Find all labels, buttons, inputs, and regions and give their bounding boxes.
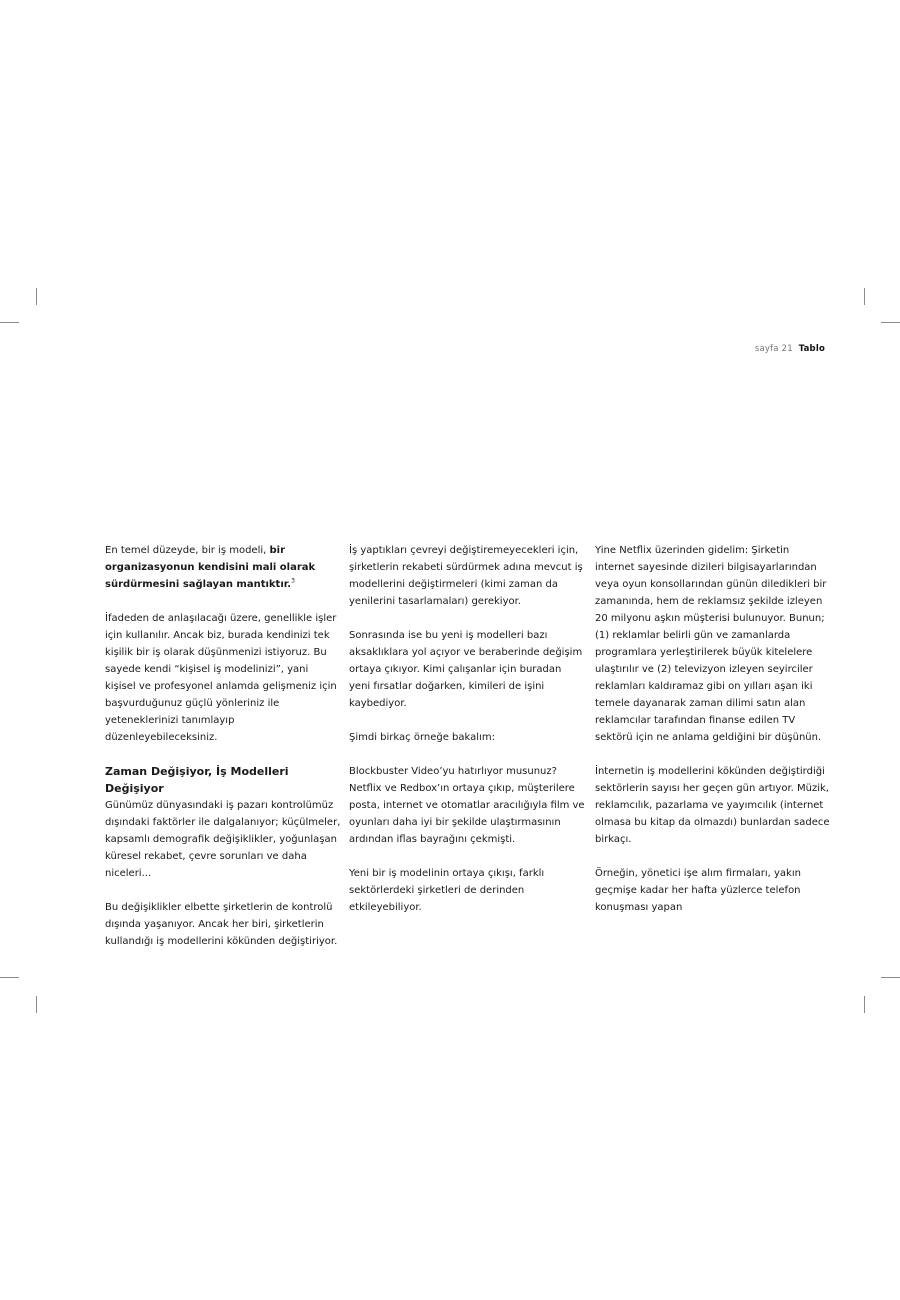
section-heading: Zaman Değişiyor, İş Modelleri Değişiyor [105,765,289,795]
page-number: sayfa 21 [754,344,793,354]
crop-mark-bottom-left-horizontal [0,977,19,978]
crop-mark-top-right-horizontal [881,322,900,323]
definition-lead-text: En temel düzeyde, bir iş modeli, [105,545,270,556]
crop-mark-top-left-horizontal [0,322,19,323]
crop-mark-top-right-vertical [864,288,865,305]
paragraph-blockbuster: Blockbuster Video’yu hatırlıyor musunuz? Netflix ve Redbox’ın ortaya çıkıp, müşterilere posta, internet ve otomatlar aracılığıyla film ve oyunları daha iyi bir şekilde ulaştırmasının ardından iflas bayrağını çekmişti. [349,766,585,845]
running-header [755,344,825,354]
crop-mark-bottom-left-vertical [36,996,37,1013]
crop-mark-bottom-right-horizontal [881,977,900,978]
paragraph-company-change: Bu değişiklikler elbette şirketlerin de kontrolü dışında yaşanıyor. Ancak her biri, şirketlerin kullandığı iş modellerini kökünden değiştiriyor. [105,902,338,947]
paragraph-examples-intro: Şimdi birkaç örneğe bakalım: [349,732,495,743]
text-column-1 [105,542,341,967]
paragraph-disruption: Sonrasında ise bu yeni iş modelleri bazı aksaklıklara yol açıyor ve beraberinde değişim ortaya çıkıyor. Kimi çalışanlar için buradan yeni fırsatlar doğarken, kimileri de işini kaybediyor. [349,630,583,709]
definition-bold-text: bir organizasyonun kendisini mali olarak sürdürmesini sağlayan mantıktır. [105,545,316,590]
crop-mark-bottom-right-vertical [864,996,865,1013]
footnote-marker: 3 [291,577,295,585]
text-column-2 [349,542,585,933]
paragraph-recruiting: Örneğin, yönetici işe alım firmaları, yakın geçmişe kadar her hafta yüzlerce telefon konuşması yapan [595,868,801,913]
text-column-3 [595,542,831,933]
paragraph-market-change: Günümüz dünyasındaki iş pazarı kontrolümüz dışındaki faktörler ile dalgalanıyor; küçülmeler, kapsamlı demografik değişiklikler, yoğunlaşan küresel rekabet, çevre sorunları ve daha niceleri... [105,800,341,879]
crop-mark-top-left-vertical [36,288,37,305]
paragraph-definition [105,542,341,593]
paragraph-environment: İş yaptıkları çevreyi değiştiremeyecekleri için, şirketlerin rekabeti sürdürmek adına mevcut iş modellerini değiştirmeleri (kimi zaman da yenilerini tasarlamaları) gerekiyor. [349,545,583,607]
paragraph-internet: İnternetin iş modellerini kökünden değiştirdiği sektörlerin sayısı her geçen gün artıyor. Müzik, reklamcılık, pazarlama ve yayımcılık (internet olmasa bu kitap da olmazdı) bunlardan sadece birkaçı. [595,766,830,845]
paragraph-new-model: Yeni bir iş modelinin ortaya çıkışı, farklı sektörlerdeki şirketleri de derinden etkileyebiliyor. [349,868,545,913]
paragraph-personal-model: İfadeden de anlaşılacağı üzere, genellikle işler için kullanılır. Ancak biz, burada kendinizi tek kişilik bir iş olarak düşünmenizi istiyoruz. Bu sayede kendi “kişisel iş modelinizi”, yani kişisel ve profesyonel anlamda gelişmeniz için başvurduğunuz güçlü yönleriniz ile yeteneklerinizi tanımlayıp düzenleyebileceksiniz. [105,613,337,743]
section-title: Tablo [798,344,825,354]
paragraph-netflix: Yine Netflix üzerinden gidelim: Şirketin internet sayesinde dizileri bilgisayarlarından veya oyun konsollarından günün diledikleri bir zamanında, hem de reklamsız şekilde izleyen 20 milyonu aşkın müşterisi bulunuyor. Bunun; (1) reklamlar belirli gün ve zamanlarda programlara yerleştirilerek büyük kitelelere ulaştırılır ve (2) televizyon izleyen seyirciler reklamları kaldıramaz gibi on yılları aşan iki temele dayanarak zaman dilimi satın alan reklamcılar tarafından finanse edilen TV sektörü için ne anlama geldiğini bir düşünün. [595,545,827,743]
